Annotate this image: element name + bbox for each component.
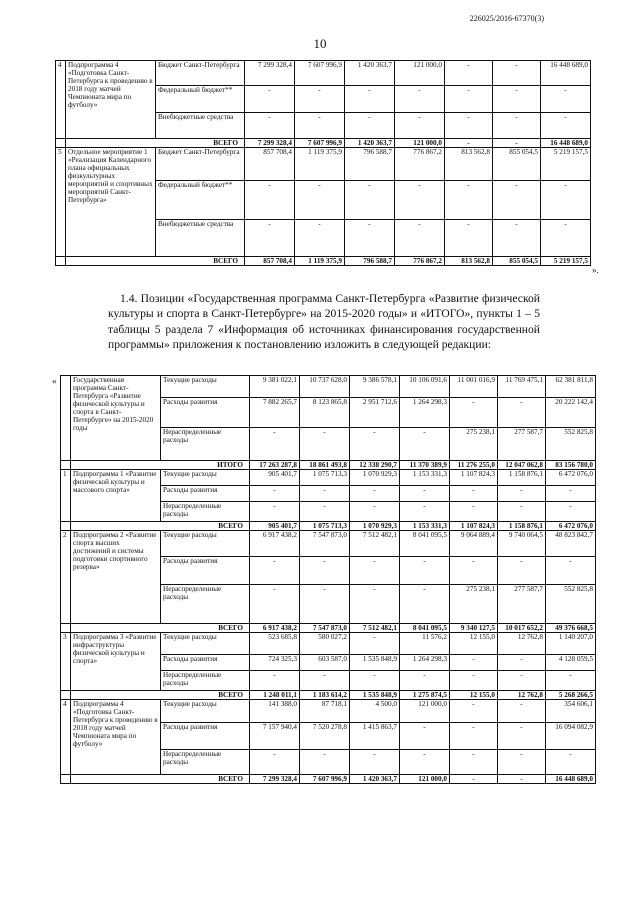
value-cell: 9 064 889,4 — [450, 531, 498, 557]
expense-type-label: Нераспределенные расходы — [161, 750, 250, 775]
total-row — [61, 691, 596, 700]
program-name: Подпрограмма 3 «Развитие инфраструктуры физической культуры и спорта» — [71, 633, 161, 691]
value-cell: - — [450, 671, 498, 691]
total-cell: - — [546, 502, 596, 522]
total-cell: 20 222 142,4 — [546, 398, 596, 428]
value-cell: - — [295, 181, 345, 220]
value-cell: - — [498, 700, 546, 723]
value-cell: 905 401,7 — [250, 470, 300, 486]
value-cell: 7 607 996,9 — [300, 775, 350, 784]
document-id: 226025/2016-67370(3) — [469, 14, 544, 23]
value-cell: 121 000,0 — [400, 700, 450, 723]
value-cell: 12 762,8 — [498, 633, 546, 655]
row-number — [56, 257, 66, 266]
total-cell: 6 472 076,0 — [546, 522, 596, 531]
total-cell: 552 825,8 — [546, 428, 596, 461]
expense-type-label: Текущие расходы — [161, 700, 250, 723]
value-cell: 8 041 095,5 — [400, 531, 450, 557]
source-label: Бюджет Санкт-Петербурга — [156, 61, 245, 86]
program-name: Подпрограмма 1 «Развитие физической культуры и массового спорта» — [71, 470, 161, 522]
row-number — [61, 522, 71, 531]
opening-quote: « — [52, 376, 57, 386]
value-cell: 905 401,7 — [250, 522, 300, 531]
value-cell: 7 520 278,8 — [300, 723, 350, 750]
value-cell: 4 500,0 — [350, 700, 400, 723]
value-cell: 9 740 064,5 — [498, 531, 546, 557]
value-cell: 12 155,0 — [450, 691, 498, 700]
total-label: ВСЕГО — [71, 775, 250, 784]
closing-quote: ». — [592, 265, 599, 275]
table-row — [61, 531, 596, 557]
value-cell: 1 420 363,7 — [345, 61, 395, 86]
value-cell: 855 054,5 — [493, 148, 541, 181]
value-cell: - — [400, 723, 450, 750]
row-number: 2 — [61, 531, 71, 624]
value-cell: 8 041 095,5 — [400, 624, 450, 633]
value-cell: - — [350, 671, 400, 691]
value-cell: 796 588,7 — [345, 148, 395, 181]
value-cell: - — [350, 750, 400, 775]
value-cell: 1 070 929,3 — [350, 522, 400, 531]
value-cell: - — [245, 220, 295, 257]
value-cell: 7 512 482,1 — [350, 624, 400, 633]
value-cell: - — [493, 86, 541, 113]
value-cell: - — [250, 750, 300, 775]
value-cell: - — [300, 750, 350, 775]
value-cell: - — [498, 723, 546, 750]
value-cell: - — [400, 750, 450, 775]
value-cell: 9 386 578,1 — [350, 376, 400, 398]
value-cell: - — [498, 502, 546, 522]
expense-type-label: Текущие расходы — [161, 376, 250, 398]
total-cell: 552 825,8 — [546, 585, 596, 624]
table-row — [61, 376, 596, 398]
total-cell: 16 448 689,0 — [546, 775, 596, 784]
row-number — [61, 775, 71, 784]
program-name: Подпрограмма 4 «Подготовка Санкт-Петербурга к проведению в 2018 году матчей Чемпионата мира по футболу» — [66, 61, 156, 139]
source-label: Федеральный бюджет** — [156, 181, 245, 220]
value-cell: 6 917 438,2 — [250, 624, 300, 633]
total-cell: 1 140 207,0 — [546, 633, 596, 655]
value-cell: - — [345, 113, 395, 139]
value-cell: 1 070 929,3 — [350, 470, 400, 486]
value-cell: 141 388,0 — [250, 700, 300, 723]
value-cell: - — [395, 86, 445, 113]
value-cell: - — [350, 585, 400, 624]
value-cell: 7 299 328,4 — [245, 61, 295, 86]
value-cell: - — [250, 585, 300, 624]
value-cell: - — [350, 486, 400, 502]
value-cell: 87 718,1 — [300, 700, 350, 723]
value-cell: - — [493, 181, 541, 220]
total-cell: 48 823 842,7 — [546, 531, 596, 557]
program-name: Отдельное мероприятие 1 «Реализация Календарного плана официальных физкультурных мероприятий и спортивных мероприятий Санкт-Петербурга» — [66, 148, 156, 257]
value-cell: 11 276 255,0 — [450, 461, 498, 470]
value-cell: 7 882 265,7 — [250, 398, 300, 428]
value-cell: 275 238,1 — [450, 585, 498, 624]
value-cell: - — [445, 86, 493, 113]
value-cell: 11 370 389,9 — [400, 461, 450, 470]
total-row — [61, 461, 596, 470]
value-cell: 12 338 290,7 — [350, 461, 400, 470]
value-cell: 1 535 848,9 — [350, 691, 400, 700]
source-label: Внебюджетные средства — [156, 113, 245, 139]
program-name: Государственная программа Санкт-Петербурга «Развитие физической культуры и спорта в Санкт-Петербурге» на 2015-2020 годы — [71, 376, 161, 461]
value-cell: 1 275 874,5 — [400, 691, 450, 700]
value-cell: 9 381 022,1 — [250, 376, 300, 398]
value-cell: 1 119 375,9 — [295, 148, 345, 181]
source-label: Бюджет Санкт-Петербурга — [156, 148, 245, 181]
value-cell: - — [450, 502, 498, 522]
total-label: ВСЕГО — [71, 624, 250, 633]
value-cell: 2 951 712,6 — [350, 398, 400, 428]
value-cell: 1 158 876,1 — [498, 522, 546, 531]
total-cell: 5 219 157,5 — [541, 148, 591, 181]
row-number: 1 — [61, 470, 71, 522]
value-cell: - — [498, 655, 546, 671]
value-cell: 1 535 848,9 — [350, 655, 400, 671]
total-row — [61, 522, 596, 531]
value-cell: 1 420 363,7 — [345, 139, 395, 148]
value-cell: 1 153 331,3 — [400, 522, 450, 531]
value-cell: - — [493, 61, 541, 86]
top-finance-table — [55, 60, 591, 266]
row-number: 4 — [56, 61, 66, 139]
value-cell: 7 157 940,4 — [250, 723, 300, 750]
value-cell: - — [400, 671, 450, 691]
expense-type-label: Расходы развития — [161, 398, 250, 428]
expense-type-label: Текущие расходы — [161, 470, 250, 486]
value-cell: 1 264 298,3 — [400, 655, 450, 671]
value-cell: - — [450, 655, 498, 671]
value-cell: 12 155,0 — [450, 633, 498, 655]
table-row — [61, 633, 596, 655]
value-cell: - — [400, 585, 450, 624]
value-cell: 10 017 652,2 — [498, 624, 546, 633]
expense-type-label: Расходы развития — [161, 723, 250, 750]
bottom-table-body — [61, 376, 596, 784]
value-cell: - — [450, 486, 498, 502]
row-number: 4 — [61, 700, 71, 775]
total-cell: 16 094 082,9 — [546, 723, 596, 750]
expense-type-label: Расходы развития — [161, 655, 250, 671]
total-cell: 16 448 689,0 — [541, 139, 591, 148]
value-cell: 8 123 865,8 — [300, 398, 350, 428]
value-cell: 11 001 016,9 — [450, 376, 498, 398]
value-cell: - — [300, 557, 350, 585]
value-cell: - — [295, 220, 345, 257]
value-cell: - — [450, 398, 498, 428]
amendment-paragraph — [108, 291, 540, 353]
value-cell: - — [450, 750, 498, 775]
value-cell: - — [250, 502, 300, 522]
value-cell: 7 512 482,1 — [350, 531, 400, 557]
total-cell: 5 219 157,5 — [541, 257, 591, 266]
value-cell: - — [400, 557, 450, 585]
value-cell: - — [450, 557, 498, 585]
value-cell: - — [445, 220, 493, 257]
value-cell: 1 415 863,7 — [350, 723, 400, 750]
value-cell: - — [493, 220, 541, 257]
value-cell: 7 299 328,4 — [250, 775, 300, 784]
expense-type-label: Текущие расходы — [161, 633, 250, 655]
expense-type-label: Текущие расходы — [161, 531, 250, 557]
value-cell: - — [395, 181, 445, 220]
total-cell: - — [546, 750, 596, 775]
source-label: Внебюджетные средства — [156, 220, 245, 257]
value-cell: 277 587,7 — [498, 428, 546, 461]
expense-type-label: Расходы развития — [161, 486, 250, 502]
total-cell: 354 606,1 — [546, 700, 596, 723]
total-label: ВСЕГО — [66, 139, 245, 148]
value-cell: - — [345, 181, 395, 220]
value-cell: - — [498, 775, 546, 784]
value-cell: 1 248 011,1 — [250, 691, 300, 700]
value-cell: - — [498, 398, 546, 428]
value-cell: - — [445, 181, 493, 220]
value-cell: - — [295, 113, 345, 139]
total-cell: - — [546, 671, 596, 691]
value-cell: - — [493, 139, 541, 148]
total-cell: 83 156 780,0 — [546, 461, 596, 470]
value-cell: 7 607 996,9 — [295, 61, 345, 86]
row-number — [56, 139, 66, 148]
total-label: ВСЕГО — [71, 691, 250, 700]
total-row — [61, 775, 596, 784]
value-cell: - — [250, 557, 300, 585]
value-cell: 275 238,1 — [450, 428, 498, 461]
value-cell: 1 107 824,3 — [450, 470, 498, 486]
value-cell: - — [445, 61, 493, 86]
value-cell: - — [350, 557, 400, 585]
program-name: Подпрограмма 2 «Развитие спорта высших достижений и системы подготовки спортивного резерва» — [71, 531, 161, 624]
value-cell: - — [498, 557, 546, 585]
value-cell: 11 576,2 — [400, 633, 450, 655]
value-cell: 855 054,5 — [493, 257, 541, 266]
total-cell: - — [546, 557, 596, 585]
value-cell: 1 107 824,3 — [450, 522, 498, 531]
total-cell: - — [546, 486, 596, 502]
row-number — [61, 691, 71, 700]
value-cell: 1 183 614,2 — [300, 691, 350, 700]
total-cell: 6 472 076,0 — [546, 470, 596, 486]
total-cell: 16 448 689,0 — [541, 61, 591, 86]
value-cell: - — [295, 86, 345, 113]
value-cell: - — [345, 220, 395, 257]
value-cell: 7 607 996,9 — [295, 139, 345, 148]
row-number — [61, 624, 71, 633]
value-cell: 1 264 298,3 — [400, 398, 450, 428]
value-cell: 1 119 375,9 — [295, 257, 345, 266]
value-cell: - — [300, 585, 350, 624]
value-cell: - — [250, 671, 300, 691]
total-cell: 4 128 059,5 — [546, 655, 596, 671]
value-cell: 1 420 363,7 — [350, 775, 400, 784]
value-cell: - — [498, 750, 546, 775]
value-cell: - — [300, 428, 350, 461]
total-cell: 62 381 811,8 — [546, 376, 596, 398]
value-cell: 10 737 628,0 — [300, 376, 350, 398]
total-cell: - — [541, 86, 591, 113]
value-cell: 12 762,8 — [498, 691, 546, 700]
value-cell: 121 000,0 — [395, 139, 445, 148]
value-cell: 813 562,8 — [445, 257, 493, 266]
expense-type-label: Расходы развития — [161, 557, 250, 585]
value-cell: - — [300, 486, 350, 502]
expense-type-label: Нераспределенные расходы — [161, 585, 250, 624]
value-cell: - — [450, 723, 498, 750]
value-cell: - — [395, 220, 445, 257]
value-cell: 121 000,0 — [395, 61, 445, 86]
table-row — [61, 470, 596, 486]
value-cell: - — [250, 428, 300, 461]
value-cell: 11 769 475,1 — [498, 376, 546, 398]
value-cell: 6 917 438,2 — [250, 531, 300, 557]
value-cell: 1 153 331,3 — [400, 470, 450, 486]
value-cell: - — [400, 428, 450, 461]
value-cell: - — [400, 486, 450, 502]
amendment-text: 1.4. Позиции «Государственная программа Санкт-Петербурга «Развитие физической культуры и спорта в Санкт-Петербурге» на 2015-2020 годы» и «ИТОГО», пункты 1 – 5 таблицы 5 раздела 7 «Информация об источниках финансирования государственной программы» приложения к постановлению изложить в следующей редакции: — [108, 292, 540, 352]
total-row — [61, 624, 596, 633]
value-cell: - — [450, 700, 498, 723]
value-cell: 17 263 287,8 — [250, 461, 300, 470]
value-cell: - — [345, 86, 395, 113]
total-cell: - — [541, 220, 591, 257]
row-number: 3 — [61, 633, 71, 691]
expense-type-label: Нераспределенные расходы — [161, 671, 250, 691]
value-cell: 603 587,0 — [300, 655, 350, 671]
value-cell: - — [445, 139, 493, 148]
row-number — [61, 376, 71, 461]
value-cell: - — [245, 181, 295, 220]
row-number: 5 — [56, 148, 66, 257]
program-name: Подпрограмма 4 «Подготовка Санкт-Петербурга к проведению в 2018 году матчей Чемпионата мира по футболу» — [71, 700, 161, 775]
source-label: Федеральный бюджет** — [156, 86, 245, 113]
value-cell: - — [300, 671, 350, 691]
value-cell: 12 047 062,8 — [498, 461, 546, 470]
value-cell: - — [350, 502, 400, 522]
expense-type-label: Нераспределенные расходы — [161, 502, 250, 522]
value-cell: 857 708,4 — [245, 257, 295, 266]
value-cell: 813 562,8 — [445, 148, 493, 181]
total-label: ВСЕГО — [66, 257, 245, 266]
value-cell: - — [493, 113, 541, 139]
value-cell: 776 867,2 — [395, 148, 445, 181]
value-cell: 1 075 713,3 — [300, 522, 350, 531]
value-cell: 9 340 127,5 — [450, 624, 498, 633]
value-cell: - — [350, 633, 400, 655]
total-label: ВСЕГО — [71, 522, 250, 531]
expense-type-label: Нераспределенные расходы — [161, 428, 250, 461]
bottom-finance-table — [60, 375, 596, 784]
value-cell: 776 867,2 — [395, 257, 445, 266]
value-cell: 10 106 091,6 — [400, 376, 450, 398]
value-cell: - — [498, 671, 546, 691]
value-cell: 1 158 876,1 — [498, 470, 546, 486]
row-number — [61, 461, 71, 470]
value-cell: - — [245, 113, 295, 139]
value-cell: 7 547 873,0 — [300, 624, 350, 633]
total-cell: 5 268 266,5 — [546, 691, 596, 700]
value-cell: 796 588,7 — [345, 257, 395, 266]
value-cell: 7 299 328,4 — [245, 139, 295, 148]
value-cell: 724 325,3 — [250, 655, 300, 671]
value-cell: 277 587,7 — [498, 585, 546, 624]
value-cell: 523 685,8 — [250, 633, 300, 655]
value-cell: - — [400, 502, 450, 522]
value-cell: 580 027,2 — [300, 633, 350, 655]
total-label: ИТОГО — [71, 461, 250, 470]
value-cell: 18 861 493,8 — [300, 461, 350, 470]
value-cell: - — [350, 428, 400, 461]
value-cell: - — [498, 486, 546, 502]
value-cell: - — [250, 486, 300, 502]
value-cell: 857 708,4 — [245, 148, 295, 181]
value-cell: - — [300, 502, 350, 522]
value-cell: - — [245, 86, 295, 113]
value-cell: - — [445, 113, 493, 139]
total-cell: 49 376 668,5 — [546, 624, 596, 633]
value-cell: - — [395, 113, 445, 139]
value-cell: - — [450, 775, 498, 784]
total-cell: - — [541, 113, 591, 139]
value-cell: 7 547 873,0 — [300, 531, 350, 557]
page-number: 10 — [313, 36, 327, 51]
table-row — [61, 700, 596, 723]
value-cell: 1 075 713,3 — [300, 470, 350, 486]
total-cell: - — [541, 181, 591, 220]
value-cell: 121 000,0 — [400, 775, 450, 784]
